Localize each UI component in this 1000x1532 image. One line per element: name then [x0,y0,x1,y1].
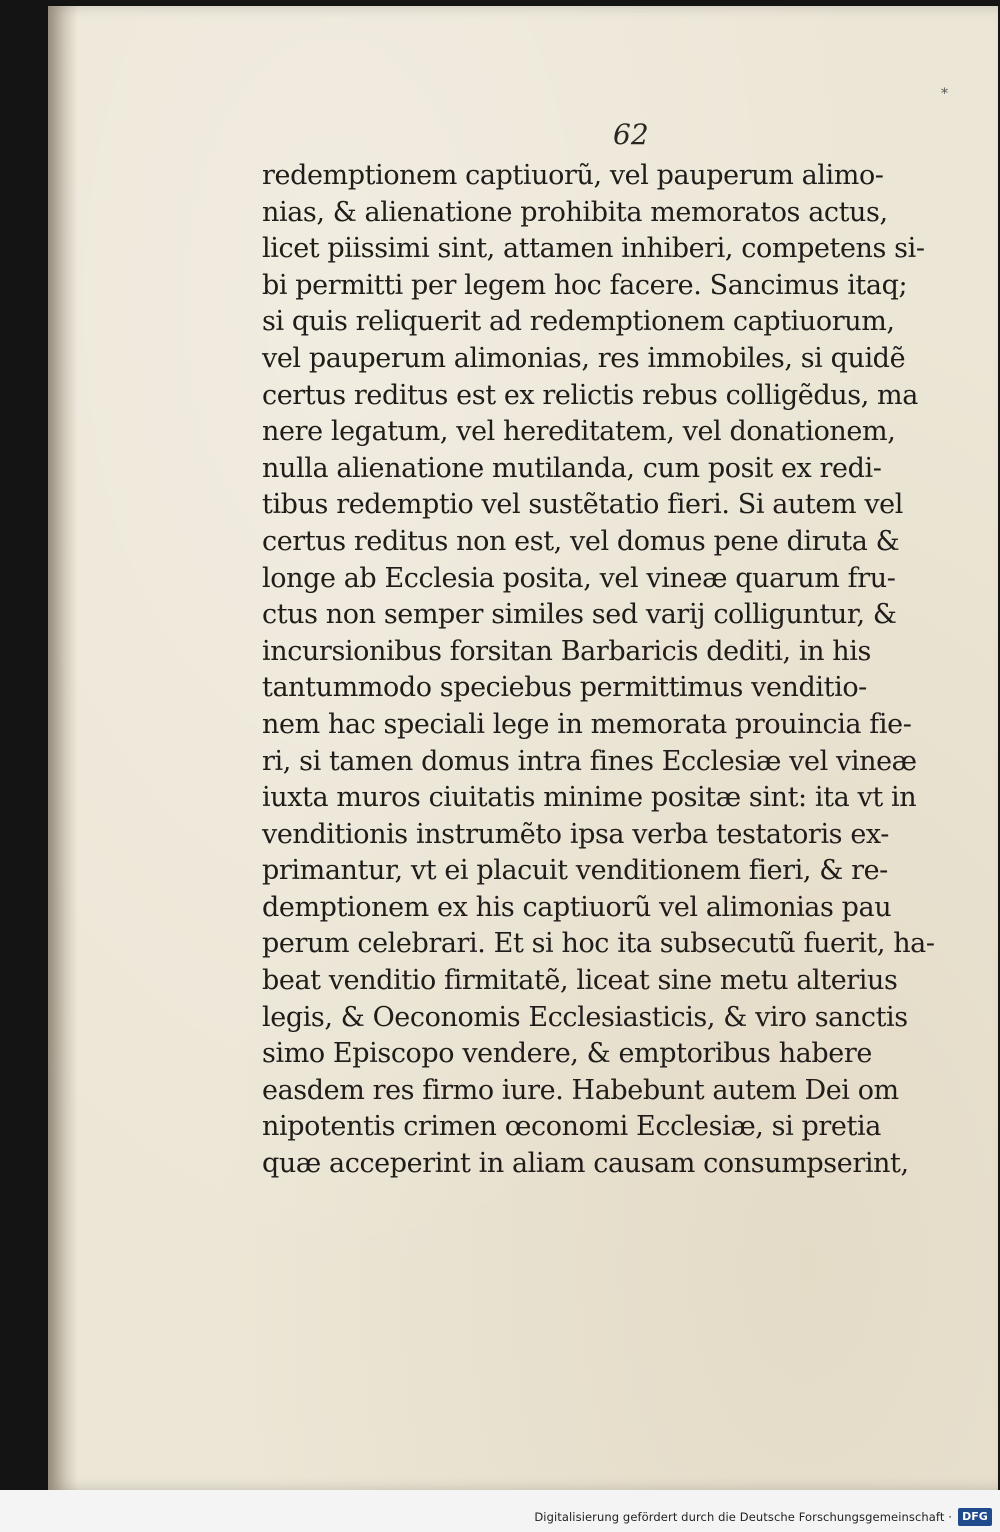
text-line: simo Episcopo vendere, & emptoribus habere [262,1038,872,1070]
text-line: beat venditio firmitatẽ, liceat sine metu alterius [262,965,898,997]
text-line: redemptionem captiuorũ, vel pauperum alimo- [262,160,884,191]
text-line: primantur, vt ei placuit venditionem fieri, & re- [262,855,888,887]
text-line: tantummodo speciebus permittimus venditio- [262,672,867,704]
text-line: nem hac speciali lege in memorata prouincia fie- [262,708,912,740]
text-line: nias, & alienatione prohibita memoratos actus, [262,196,888,228]
text-line: demptionem ex his captiuorũ vel alimonias pau [262,891,892,923]
text-line: nulla alienatione mutilanda, cum posit ex redi- [262,452,882,484]
text-line: legis, & Oeconomis Ecclesiasticis, & viro sanctis [262,1001,908,1033]
text-line: ctus non semper similes sed varij colliguntur, & [262,599,897,631]
spine-shadow [48,6,78,1490]
text-line: certus reditus non est, vel domus pene diruta & [262,525,900,557]
page-number: 62 [613,118,649,151]
text-line: nipotentis crimen œconomi Ecclesiæ, si pretia [262,1111,881,1143]
text-line: licet piissimi sint, attamen inhiberi, competens si- [262,233,925,265]
text-line: iuxta muros ciuitatis minime positæ sint: ita vt in [262,782,917,814]
text-line: easdem res firmo iure. Habebunt autem Dei om [262,1074,899,1106]
text-line: bi permitti per legem hoc facere. Sancimus itaq; [262,269,908,301]
body-text [262,158,935,1183]
text-line: incursionibus forsitan Barbaricis dediti, in his [262,635,871,667]
dfg-logo: DFG [958,1508,992,1526]
text-line: longe ab Ecclesia posita, vel vineæ quarum fru- [262,562,896,594]
text-line: tibus redemptio vel sustẽtatio fieri. Si autem vel [262,489,903,521]
page-mark: * [941,86,948,102]
text-line: si quis reliquerit ad redemptionem captiuorum, [262,306,895,338]
funding-credit: Digitalisierung gefördert durch die Deutsche Forschungsgemeinschaft · [534,1510,952,1524]
text-line: nere legatum, vel hereditatem, vel donationem, [262,416,896,448]
text-line: ri, si tamen domus intra fines Ecclesiæ vel vineæ [262,745,917,777]
text-line: vel pauperum alimonias, res immobiles, si quidẽ [262,342,906,374]
footer-bar [0,1490,1000,1532]
text-line: quæ acceperint in aliam causam consumpserint, [262,1148,909,1180]
text-line: perum celebrari. Et si hoc ita subsecutũ fuerit, ha- [262,928,935,960]
text-line: venditionis instrumẽto ipsa verba testatoris ex- [262,818,889,850]
text-line: certus reditus est ex relictis rebus colligẽdus, ma [262,379,918,411]
